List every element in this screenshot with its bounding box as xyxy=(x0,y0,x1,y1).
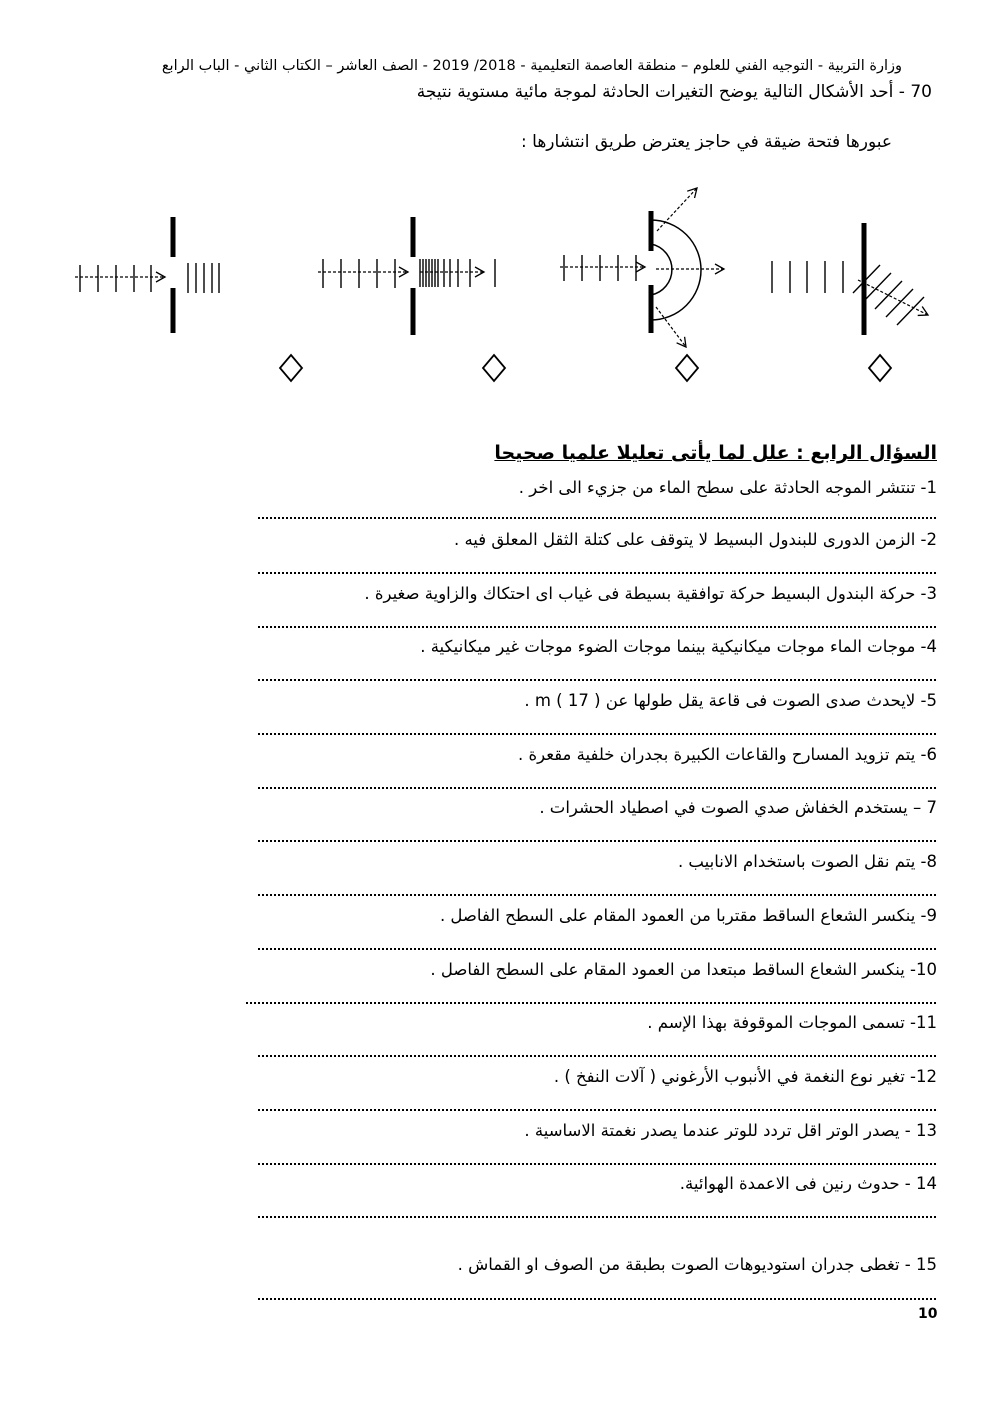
diagram-3 xyxy=(560,188,724,347)
answer-line-8[interactable] xyxy=(258,892,936,896)
answer-line-1[interactable] xyxy=(258,515,936,519)
answer-line-7[interactable] xyxy=(258,838,936,842)
page-header: وزارة التربية - التوجيه الفني للعلوم – منطقة العاصمة التعليمية - 2018/ 2019 - الصف العاشر – الكتاب الثاني - الباب الرابع xyxy=(161,58,902,74)
question-6: 6- يتم تزويد المسارح والقاعات الكبيرة بجدران خلفية مقعرة . xyxy=(518,745,937,764)
answer-line-3[interactable] xyxy=(258,624,936,628)
question-12: 12- تغير نوع النغمة في الأنبوب الأرغوني ( آلات النفخ ) . xyxy=(553,1067,937,1086)
answer-line-13[interactable] xyxy=(258,1161,936,1165)
answer-choices xyxy=(280,355,891,381)
answer-line-14[interactable] xyxy=(258,1214,936,1218)
choice-diamond-4[interactable] xyxy=(869,355,891,381)
wave-diagrams xyxy=(0,185,992,395)
question-10: 10- ينكسر الشعاع الساقط مبتعدا من العمود المقام على السطح الفاصل . xyxy=(430,960,937,979)
question-15: 15 - تغطى جدران استوديوهات الصوت بطبقة من الصوف او القماش . xyxy=(457,1255,937,1274)
question-70-line2: عبورها فتحة ضيقة في حاجز يعترض طريق انتشارها : xyxy=(521,132,892,152)
answer-line-5[interactable] xyxy=(258,731,936,735)
diagram-2 xyxy=(318,217,495,335)
answer-line-6[interactable] xyxy=(258,785,936,789)
question-14: 14 - حدوث رنين فى الاعمدة الهوائية. xyxy=(679,1174,937,1193)
question-2: 2- الزمن الدورى للبندول البسيط لا يتوقف على كتلة الثقل المعلق فيه . xyxy=(453,530,937,549)
answer-line-12[interactable] xyxy=(258,1107,936,1111)
question-70-line1: 70 - أحد الأشكال التالية يوضح التغيرات الحادثة لموجة مائية مستوية نتيجة xyxy=(416,82,932,102)
choice-diamond-2[interactable] xyxy=(483,355,505,381)
answer-line-2[interactable] xyxy=(258,570,936,574)
question-1: 1- تنتشر الموجه الحادثة على سطح الماء من جزيء الى اخر . xyxy=(518,478,937,497)
question-13: 13 - يصدر الوتر اقل تردد للوتر عندما يصدر نغمتة الاساسية . xyxy=(524,1121,937,1140)
section-title: السؤال الرابع : علل لما يأتى تعليلا علميا صحيحا xyxy=(494,442,937,464)
answer-line-15[interactable] xyxy=(258,1296,936,1300)
page-number: 10 xyxy=(918,1306,938,1322)
diagram-1 xyxy=(75,217,219,333)
question-8: 8- يتم نقل الصوت باستخدام الانابيب . xyxy=(677,852,937,871)
choice-diamond-1[interactable] xyxy=(280,355,302,381)
question-9: 9- ينكسر الشعاع الساقط مقتربا من العمود المقام على السطح الفاصل . xyxy=(439,906,937,925)
question-4: 4- موجات الماء موجات ميكانيكية بينما موجات الضوء موجات غير ميكانيكية . xyxy=(420,637,937,656)
diagram-4 xyxy=(772,223,928,335)
question-3: 3- حركة البندول البسيط حركة توافقية بسيطة فى غياب اى احتكاك والزاوية صغيرة . xyxy=(364,584,937,603)
answer-line-9[interactable] xyxy=(258,946,936,950)
choice-diamond-3[interactable] xyxy=(676,355,698,381)
answer-line-10[interactable] xyxy=(246,1000,936,1004)
question-11: 11- تسمى الموجات الموقوفة بهذا الإسم . xyxy=(647,1013,937,1032)
answer-line-11[interactable] xyxy=(258,1053,936,1057)
question-5: 5- لايحدث صدى الصوت فى قاعة يقل طولها عن m ( 17 ) . xyxy=(524,691,937,710)
question-7: 7 – يستخدم الخفاش صدي الصوت في اصطياد الحشرات . xyxy=(539,798,937,817)
answer-line-4[interactable] xyxy=(258,677,936,681)
